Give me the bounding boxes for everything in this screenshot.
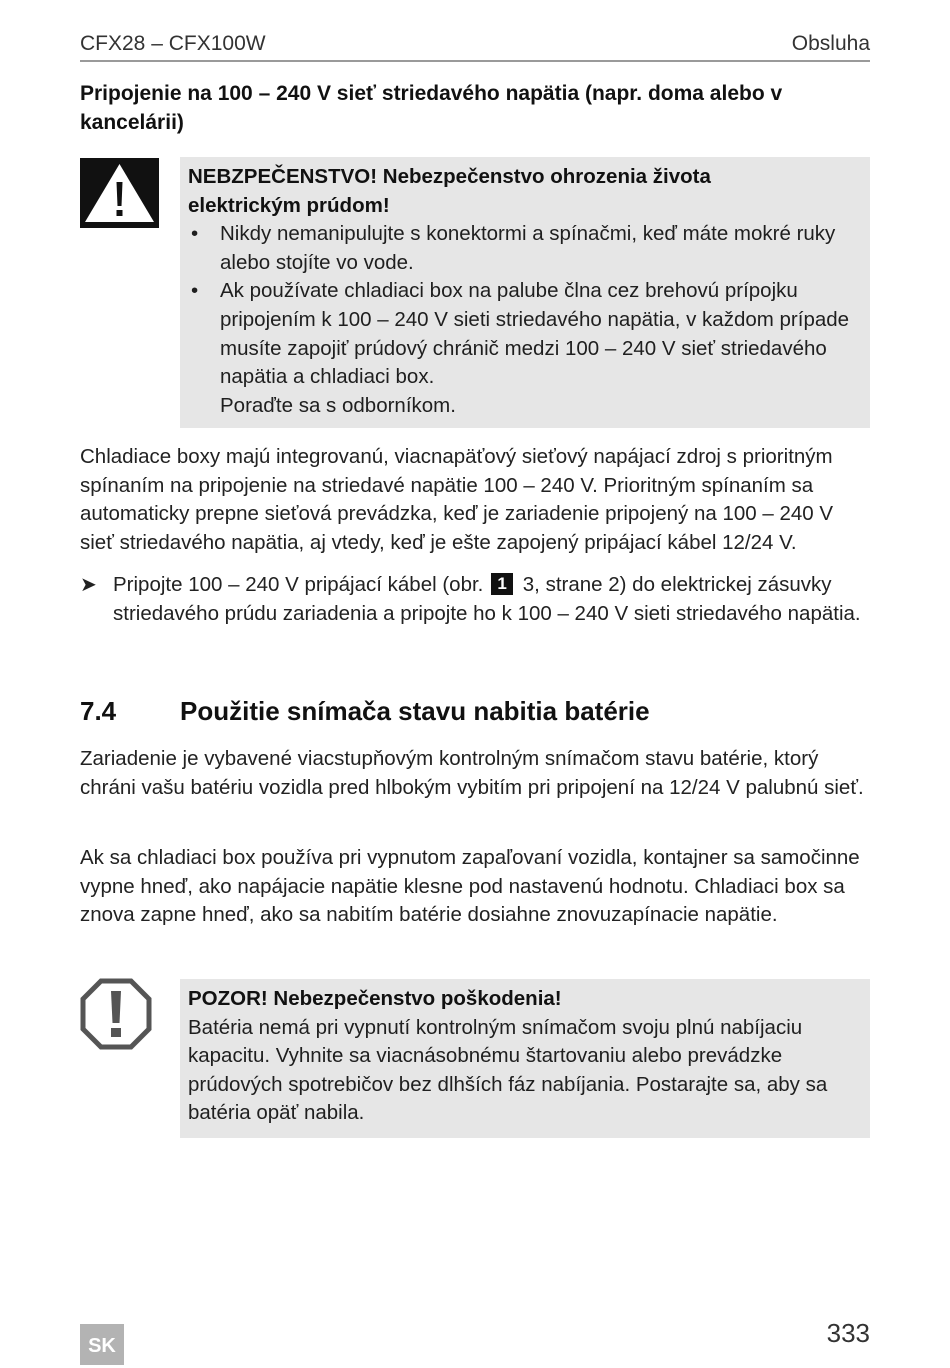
section-paragraph: Zariadenie je vybavené viacstupňovým kontrolným snímačom stavu batérie, ktorý chráni vašu batériu vozidla pred hlbokým vybitím pri pripojení na 12/24 V palubnú sieť.: [80, 747, 864, 799]
figure-reference: 1: [491, 573, 513, 595]
intro-paragraph: Chladiace boxy majú integrovanú, viacnapäťový sieťový napájací zdroj s prioritným spínaním na pripojenie na striedavé napätie 100 – 240 V. Prioritným spínaním sa automaticky prepne sieťová prevádzka, keď je zariadenie pripojený na 100 – 240 V sieť striedavého napätia, aj vtedy, keď je ešte zapojený pripájací kábel 12/24 V.: [80, 445, 834, 554]
caution-octagon-icon: [80, 978, 152, 1050]
instruction-text-before: Pripojte 100 – 240 V pripájací kábel (obr.: [113, 573, 484, 596]
danger-bullet: • Ak používate chladiaci box na palube člna cez brehovú prípojku pripojením k 100 – 240 V sieti striedavého napätia, v každom prípade musíte zapojiť prúdový chránič medzi 100 – 240 V sieť striedavého napätia a chladiaci box. Poraďte sa s odborníkom.: [188, 277, 860, 420]
danger-title: NEBZPEČENSTVO! Nebezpečenstvo ohrozenia života elektrickým prúdom!: [188, 165, 711, 217]
language-badge: SK: [80, 1324, 124, 1365]
connection-title: Pripojenie na 100 – 240 V sieť striedavého napätia (napr. doma alebo v kancelárii): [80, 82, 783, 134]
instruction-step: [80, 571, 870, 628]
caution-text: Batéria nemá pri vypnutí kontrolným snímačom svoju plnú nabíjaciu kapacitu. Vyhnite sa viacnásobnému štartovaniu alebo prevádzke prúdových spotrebičov bez dlhších fáz nabíjania. Postarajte sa, aby sa batéria opäť nabila.: [188, 1015, 828, 1125]
page-header: [80, 30, 870, 62]
warning-triangle-icon: [80, 158, 159, 228]
danger-bullet: • Nikdy nemanipulujte s konektormi a spínačmi, keď máte mokré ruky alebo stojíte vo vode.: [191, 222, 836, 274]
danger-box: [180, 157, 870, 428]
header-model: CFX28 – CFX100W: [80, 32, 266, 55]
instruction-text-after: 3, strane 2) do elektrickej zásuvky striedavého prúdu zariadenia a pripojte ho k 100 – 240 V sieti striedavého napätia.: [113, 573, 861, 625]
caution-title: POZOR! Nebezpečenstvo poškodenia!: [188, 987, 562, 1010]
section-paragraph: Ak sa chladiaci box používa pri vypnutom zapaľovaní vozidla, kontajner sa samočinne vypne hneď, ako napájacie napätie klesne pod nastavenú hodnotu. Chladiaci box sa znova zapne hneď, ako sa nabitím batérie dosiahne znovuzapínacie napätie.: [80, 846, 860, 927]
danger-note: Poraďte sa s odborníkom.: [220, 393, 456, 417]
caution-box: [180, 979, 870, 1138]
page-number: 333: [826, 1318, 870, 1348]
step-arrow-icon: ➤: [80, 574, 97, 596]
danger-bullets: [188, 220, 860, 420]
section-number: 7.4: [80, 696, 117, 726]
header-section: Obsluha: [791, 32, 870, 55]
section-title: Použitie snímača stavu nabitia batérie: [180, 696, 650, 726]
